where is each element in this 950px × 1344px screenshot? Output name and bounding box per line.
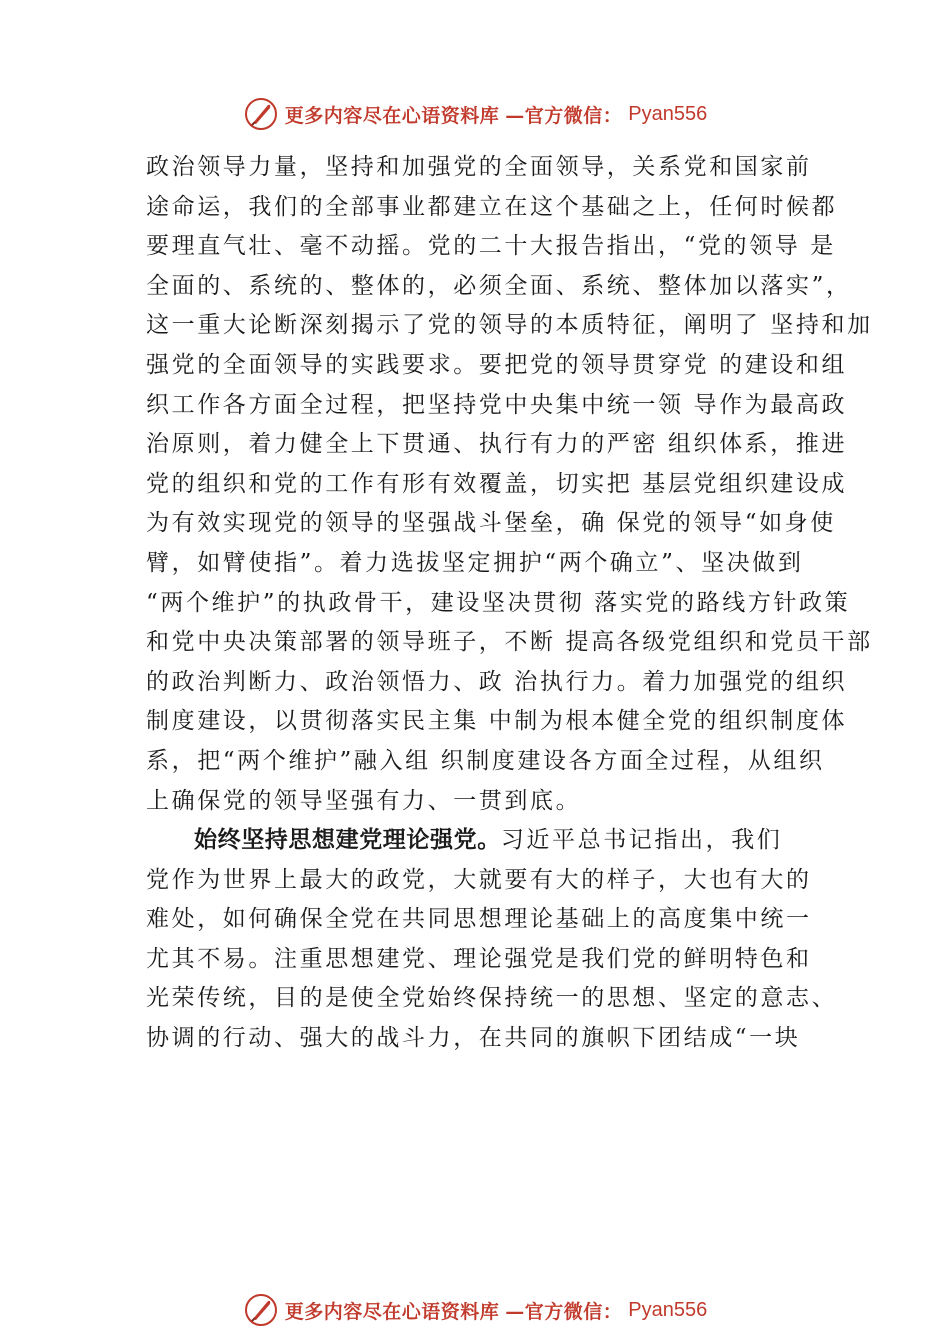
p2-line-3: 难处，如何确保全党在共同思想理论基础上的高度集中统一	[146, 906, 812, 933]
p2-lead-rest: 习近平总书记指出，我们	[500, 827, 783, 854]
p1-line-11: 臂，如臂使指”。着力选拔坚定拥护“两个确立”、坚决做到	[146, 549, 804, 576]
p2-line-4: 尤其不易。注重思想建党、理论强党是我们党的鲜明特色和	[146, 945, 812, 972]
footer-watermark-sep: —官方微信：	[505, 1300, 623, 1323]
quill-pen-logo-icon	[243, 96, 279, 132]
p1-line-16: 系，把“两个维护”融入组 织制度建设各方面全过程，从组织	[146, 747, 825, 774]
p1-line-14: 的政治判断力、政治领悟力、政 治执行力。着力加强党的组织	[146, 668, 848, 695]
p1-line-17: 上确保党的领导坚强有力、一贯到底。	[146, 787, 582, 814]
p1-line-8: 治原则，着力健全上下贯通、执行有力的严密 组织体系，推进	[146, 431, 848, 458]
p1-line-4: 全面的、系统的、整体的，必须全面、系统、整体加以落实”，	[146, 272, 852, 299]
p2-line-1	[146, 821, 846, 861]
footer-watermark-id: Pyan556	[628, 1298, 708, 1321]
footer-watermark-main: 更多内容尽在心语资料库	[284, 1300, 500, 1323]
p1-line-7: 织工作各方面全过程，把坚持党中央集中统一领 导作为最高政	[146, 391, 848, 418]
p1-line-2: 途命运，我们的全部事业都建立在这个基础之上，任何时候都	[146, 193, 838, 220]
p1-line-12: “两个维护”的执政骨干，建设坚决贯彻 落实党的路线方针政策	[146, 589, 851, 616]
p1-line-6: 强党的全面领导的实践要求。要把党的领导贯穿党 的建设和组	[146, 351, 848, 378]
body-text	[146, 148, 873, 1059]
header-watermark-main: 更多内容尽在心语资料库	[284, 104, 500, 127]
p2-line-6: 协调的行动、强大的战斗力，在共同的旗帜下团结成“一块	[146, 1025, 801, 1052]
p1-line-3: 要理直气壮、毫不动摇。党的二十大报告指出，“党的领导 是	[146, 233, 836, 260]
p1-line-1: 政治领导力量，坚持和加强党的全面领导，关系党和国家前	[146, 154, 812, 180]
p1-line-5: 这一重大论断深刻揭示了党的领导的本质特征，阐明了 坚持和加	[146, 312, 873, 339]
p1-line-15: 制度建设，以贯彻落实民主集 中制为根本健全党的组织制度体	[146, 708, 848, 735]
p2-lead-heading: 始终坚持思想建党理论强党。	[194, 827, 501, 854]
footer-watermark	[0, 1290, 950, 1330]
p2-line-2: 党作为世界上最大的政党，大就要有大的样子，大也有大的	[146, 866, 812, 893]
p1-line-10: 为有效实现党的领导的坚强战斗堡垒，确 保党的领导“如身使	[146, 510, 836, 537]
p1-line-13: 和党中央决策部署的领导班子，不断 提高各级党组织和党员干部	[146, 629, 873, 656]
header-watermark-sep: —官方微信：	[505, 104, 623, 127]
p2-line-5: 光荣传统，目的是使全党始终保持统一的思想、坚定的意志、	[146, 985, 838, 1012]
quill-pen-logo-icon	[243, 1292, 279, 1328]
header-watermark	[0, 94, 950, 134]
header-watermark-id: Pyan556	[628, 102, 708, 125]
p1-line-9: 党的组织和党的工作有形有效覆盖，切实把 基层党组织建设成	[146, 470, 848, 497]
